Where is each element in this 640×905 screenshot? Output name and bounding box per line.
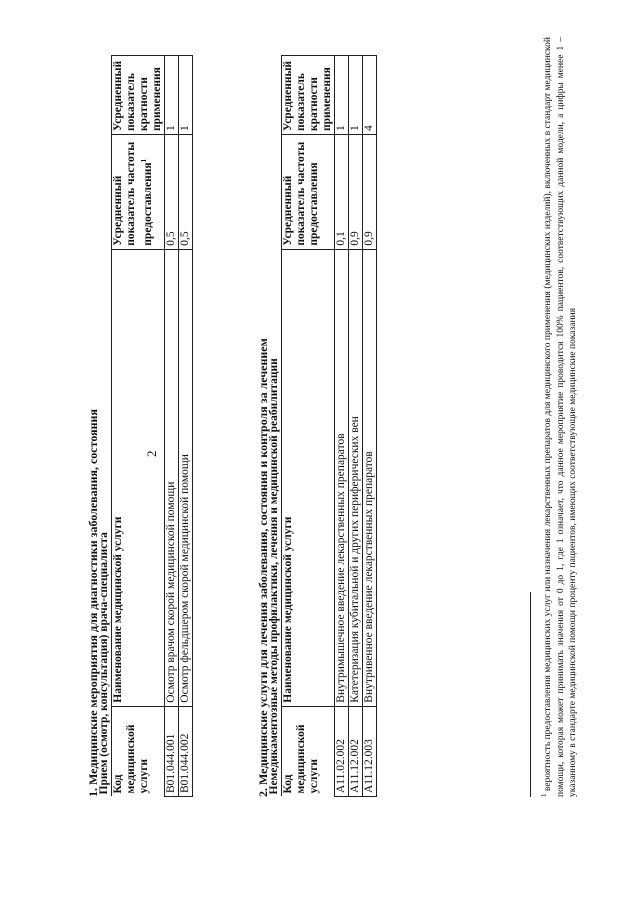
service-code: B01.044.001 — [165, 706, 179, 796]
footnote-mark: 1 — [140, 158, 148, 163]
page-number: 2 — [144, 450, 159, 457]
service-name: Катетеризация кубитальной и других периферических вен — [349, 249, 363, 706]
diagnostics-table — [98, 55, 193, 797]
header-frequency: Усредненный показатель частоты предоставления — [282, 135, 335, 250]
table-row — [335, 56, 349, 797]
header-name: Наименование медицинской услуги — [112, 249, 165, 706]
service-frequency: 0,5 — [165, 134, 179, 249]
footnote — [538, 37, 580, 797]
header-multiplicity: Усредненный показатель кратности применения — [112, 56, 165, 135]
header-code: Код медицинской услуги — [282, 706, 335, 796]
service-frequency: 0,5 — [179, 134, 193, 249]
table-row — [349, 56, 363, 797]
service-frequency: 0,1 — [335, 135, 349, 250]
header-multiplicity: Усредненный показатель кратности применения — [282, 56, 335, 135]
service-multiplicity: 1 — [179, 56, 193, 135]
table-header-row — [112, 56, 165, 797]
table-row — [179, 56, 193, 797]
service-multiplicity: 4 — [363, 56, 377, 135]
section1-title: 1. Медицинские мероприятия для диагностики заболевания, состояния — [86, 409, 100, 797]
footnote-number: 1 — [540, 793, 548, 797]
header-code: Код медицинской услуги — [112, 706, 165, 796]
service-multiplicity: 1 — [335, 56, 349, 135]
table-header-row — [282, 56, 335, 797]
service-code: A11.12.003 — [363, 706, 377, 796]
table-row — [165, 56, 179, 797]
section2-title: 2. Медицинские услуги для лечения заболевания, состояния и контроля за лечением — [256, 338, 270, 797]
service-frequency: 0,9 — [363, 135, 377, 250]
service-multiplicity: 1 — [349, 56, 363, 135]
service-code: B01.044.002 — [179, 706, 193, 796]
header-name: Наименование медицинской услуги — [282, 249, 335, 706]
service-code: A11.02.002 — [335, 706, 349, 796]
service-code: A11.12.002 — [349, 706, 363, 796]
table-row — [363, 56, 377, 797]
header-frequency-text: Усредненный показатель частоты предоставления — [112, 141, 154, 246]
service-name: Внутривенное введение лекарственных препаратов — [363, 249, 377, 706]
footnote-separator — [530, 592, 531, 797]
service-multiplicity: 1 — [165, 56, 179, 135]
header-frequency — [112, 134, 165, 249]
service-name: Осмотр фельдшером скорой медицинской помощи — [179, 249, 193, 706]
section2-subtitle: Немедикаментозные методы профилактики, лечения и медицинской реабилитации — [268, 358, 280, 795]
treatment-table — [268, 55, 377, 797]
service-name: Внутримышечное введение лекарственных препаратов — [335, 249, 349, 706]
service-name: Осмотр врачом скорой медицинской помощи — [165, 249, 179, 706]
service-frequency: 0,9 — [349, 135, 363, 250]
footnote-text: вероятность предоставления медицинских услуг или назначения лекарственных препаратов для медицинского применения (медицинских изделий), включенных в стандарт медицинской помощи, которая может принимать значения от 0 до 1, где 1 означает, что данное мероприятие проводится 100% пациентов, соответствующих данной модели, а цифры менее 1 – указанному в стандарте медицинской помощи проценту пациентов, имеющих соответствующие медицинские показания — [543, 37, 579, 797]
section1-subtitle: Прием (осмотр, консультация) врача-специалиста — [98, 532, 110, 795]
